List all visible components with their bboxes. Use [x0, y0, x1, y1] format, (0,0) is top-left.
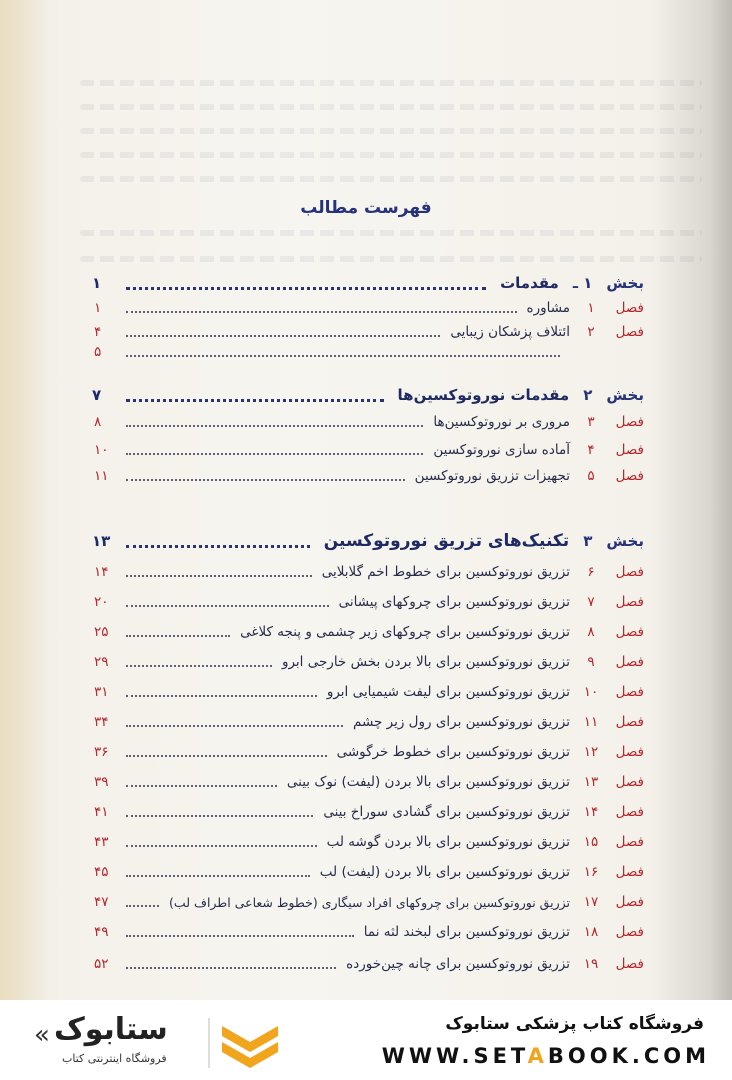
section-number: ۱ ـ	[572, 274, 593, 292]
bleed-through-line	[80, 176, 702, 182]
chapter-number: ۱۱	[583, 714, 599, 730]
chapter-row[interactable]	[94, 710, 644, 734]
section-title: تکنیک‌های تزریق نوروتوکسین	[323, 531, 570, 551]
double-chevron-icon: «	[34, 1020, 50, 1050]
chapter-title: تزریق نوروتوکسین برای بالا بردن (لیفت) نوک بینی	[286, 774, 570, 790]
section-page-number: ۱۳	[92, 532, 111, 550]
chapter-page-number: ۱۱	[94, 468, 109, 484]
chapter-row[interactable]	[94, 952, 644, 976]
logo-tagline: فروشگاه اینترنتی کتاب	[62, 1052, 167, 1065]
chapter-number: ۱۴	[583, 804, 599, 820]
chapter-word: فصل	[615, 624, 644, 640]
dot-leader	[126, 967, 336, 969]
chapter-number: ۱	[587, 300, 595, 316]
chapter-page-number: ۸	[94, 414, 102, 430]
dot-leader	[126, 453, 423, 455]
bleed-through-line	[80, 230, 702, 236]
chapter-title: تزریق نوروتوکسین برای بالا بردن بخش خارجی ابرو	[281, 654, 570, 670]
store-logo[interactable]	[34, 1012, 294, 1072]
chapter-number: ۵	[587, 468, 595, 484]
section-heading[interactable]	[92, 270, 644, 296]
chapter-number: ۱۳	[583, 774, 599, 790]
chapter-title: ائتلاف پزشکان زیبایی	[450, 324, 570, 340]
chapter-row[interactable]	[94, 560, 644, 584]
chapter-number: ۳	[587, 414, 595, 430]
chapter-title: آماده سازی نوروتوکسین	[433, 442, 570, 458]
chapter-row[interactable]	[94, 650, 644, 674]
chapter-word: فصل	[615, 442, 644, 458]
dot-leader	[126, 425, 423, 427]
chapter-word: فصل	[615, 834, 644, 850]
chapter-title: تزریق نوروتوکسین برای بالا بردن (لیفت) لب	[319, 864, 570, 880]
dot-leader	[126, 399, 384, 402]
chapter-word: فصل	[615, 654, 644, 670]
chapter-number: ۱۵	[583, 834, 599, 850]
chapter-number: ۱۶	[583, 864, 599, 880]
bleed-through-line	[80, 128, 702, 134]
chapter-page-number: ۱۴	[94, 564, 109, 580]
chapter-row[interactable]	[94, 890, 644, 914]
chapter-word: فصل	[615, 300, 644, 316]
chapter-row[interactable]	[94, 800, 644, 824]
section-heading[interactable]	[92, 528, 644, 554]
chapter-page-number: ۵	[94, 344, 102, 360]
store-name: فروشگاه کتاب پزشکی ستابوک	[445, 1014, 704, 1034]
chapter-row[interactable]	[94, 620, 644, 644]
chapter-word: فصل	[615, 714, 644, 730]
chapter-word: فصل	[615, 924, 644, 940]
url-accent: A	[527, 1044, 548, 1068]
chapter-title: تزریق نوروتوکسین برای لیفت شیمیایی ابرو	[326, 684, 570, 700]
store-url[interactable]	[382, 1044, 710, 1068]
chapter-number: ۹	[587, 654, 595, 670]
dot-leader	[126, 335, 440, 337]
chapter-title: تزریق نوروتوکسین برای خطوط خرگوشی	[336, 744, 570, 760]
section-title: مقدمات	[500, 274, 559, 292]
dot-leader	[126, 635, 230, 637]
chapter-title: تجهیزات تزریق نوروتوکسین	[414, 468, 570, 484]
chapter-word: فصل	[615, 324, 644, 340]
bleed-through-line	[80, 152, 702, 158]
chapter-row[interactable]	[94, 830, 644, 854]
dot-leader	[126, 755, 327, 757]
dot-leader	[126, 875, 310, 877]
chapter-word: فصل	[615, 414, 644, 430]
chapter-number: ۱۷	[583, 894, 599, 910]
chapter-title: تزریق نوروتوکسین برای خطوط اخم گلابلایی	[321, 564, 570, 580]
chapter-number: ۴	[587, 442, 595, 458]
chapter-word: فصل	[615, 774, 644, 790]
section-word: بخش	[606, 386, 644, 404]
chapter-title: مروری بر نوروتوکسین‌ها	[433, 414, 570, 430]
chapter-page-number: ۳۴	[94, 714, 109, 730]
chapter-number: ۱۰	[583, 684, 599, 700]
section-word: بخش	[606, 532, 644, 550]
section-title: مقدمات نوروتوکسین‌ها	[397, 386, 570, 404]
chapter-word: فصل	[615, 744, 644, 760]
dot-leader	[126, 479, 405, 481]
dot-leader	[126, 605, 329, 607]
chapter-page-number: ۴۷	[94, 894, 109, 910]
section-heading[interactable]	[92, 382, 644, 408]
chapter-title: مشاوره	[526, 300, 570, 316]
chapter-row[interactable]	[94, 464, 644, 488]
chapter-number: ۲	[587, 324, 595, 340]
url-suffix: BOOK.COM	[547, 1044, 710, 1068]
store-footer	[0, 1000, 732, 1080]
dot-leader	[126, 355, 560, 357]
chapter-number: ۷	[587, 594, 595, 610]
chapter-page-number: ۴۹	[94, 924, 109, 940]
chapter-page-number: ۲۹	[94, 654, 109, 670]
chapter-page-number: ۳۱	[94, 684, 109, 700]
chapter-word: فصل	[615, 864, 644, 880]
chapter-word: فصل	[615, 804, 644, 820]
logo-divider	[208, 1018, 210, 1068]
chapter-number: ۱۸	[583, 924, 599, 940]
url-prefix: WWW.SET	[381, 1044, 528, 1068]
chapter-title: تزریق نوروتوکسین برای چروکهای پیشانی	[338, 594, 570, 610]
chapter-page-number: ۲۰	[94, 594, 109, 610]
chapter-page-number: ۳۹	[94, 774, 109, 790]
chapter-row[interactable]	[94, 740, 644, 764]
chapter-page-number: ۴	[94, 324, 102, 340]
dot-leader	[126, 695, 317, 697]
section-page-number: ۱	[92, 274, 102, 292]
dot-leader	[126, 905, 159, 907]
dot-leader	[126, 725, 343, 727]
chapter-row[interactable]	[94, 770, 644, 794]
chapter-number: ۱۹	[583, 956, 599, 972]
chapter-word: فصل	[615, 564, 644, 580]
chapter-row[interactable]	[94, 590, 644, 614]
chapter-title: تزریق نوروتوکسین برای لبخند لثه نما	[363, 924, 570, 940]
chapter-number: ۸	[587, 624, 595, 640]
section-word: بخش	[606, 274, 644, 292]
chapter-page-number: ۴۳	[94, 834, 109, 850]
dot-leader	[126, 287, 486, 290]
chapter-title: تزریق نوروتوکسین برای چروکهای افراد سیگاری (خطوط شعاعی اطراف لب)	[169, 894, 570, 910]
chapter-row[interactable]	[94, 438, 644, 462]
chapter-page-number: ۱۰	[94, 442, 109, 458]
section-page-number: ۷	[92, 386, 102, 404]
dot-leader	[126, 545, 310, 548]
dot-leader	[126, 785, 277, 787]
chapter-page-number: ۳۶	[94, 744, 109, 760]
bleed-through-line	[80, 256, 702, 262]
chapter-page-number: ۲۵	[94, 624, 109, 640]
dot-leader	[126, 311, 517, 313]
chapter-word: فصل	[615, 956, 644, 972]
section-number: ۳	[583, 532, 593, 550]
chapter-page-number: ۵۲	[94, 956, 109, 972]
book-chevron-icon	[220, 1016, 280, 1072]
bleed-through-line	[80, 104, 702, 110]
logo-text: ستابوک	[54, 1012, 168, 1047]
bleed-through-line	[80, 80, 702, 86]
chapter-page-number: ۴۱	[94, 804, 109, 820]
chapter-title: تزریق نوروتوکسین برای رول زیر چشم	[353, 714, 570, 730]
dot-leader	[126, 575, 312, 577]
chapter-title: تزریق نوروتوکسین برای بالا بردن گوشه لب	[326, 834, 570, 850]
chapter-number: ۱۲	[583, 744, 599, 760]
chapter-page-number: ۴۵	[94, 864, 109, 880]
chapter-word: فصل	[615, 468, 644, 484]
dot-leader	[126, 665, 272, 667]
chapter-title: تزریق نوروتوکسین برای چانه چین‌خورده	[346, 956, 570, 972]
chapter-row[interactable]	[94, 340, 644, 364]
dot-leader	[126, 845, 317, 847]
chapter-page-number: ۱	[94, 300, 102, 316]
chapter-number: ۶	[587, 564, 595, 580]
dot-leader	[126, 815, 313, 817]
toc-title: فهرست مطالب	[300, 198, 432, 218]
chapter-row[interactable]	[94, 680, 644, 704]
chapter-row[interactable]	[94, 410, 644, 434]
chapter-title: تزریق نوروتوکسین برای گشادی سوراخ بینی	[323, 804, 570, 820]
dot-leader	[126, 935, 354, 937]
chapter-word: فصل	[615, 894, 644, 910]
section-number: ۲	[583, 386, 593, 404]
chapter-row[interactable]	[94, 920, 644, 944]
chapter-title: تزریق نوروتوکسین برای چروکهای زیر چشمی و پنجه کلاغی	[240, 624, 570, 640]
chapter-row[interactable]	[94, 296, 644, 320]
chapter-word: فصل	[615, 684, 644, 700]
chapter-row[interactable]	[94, 860, 644, 884]
chapter-word: فصل	[615, 594, 644, 610]
